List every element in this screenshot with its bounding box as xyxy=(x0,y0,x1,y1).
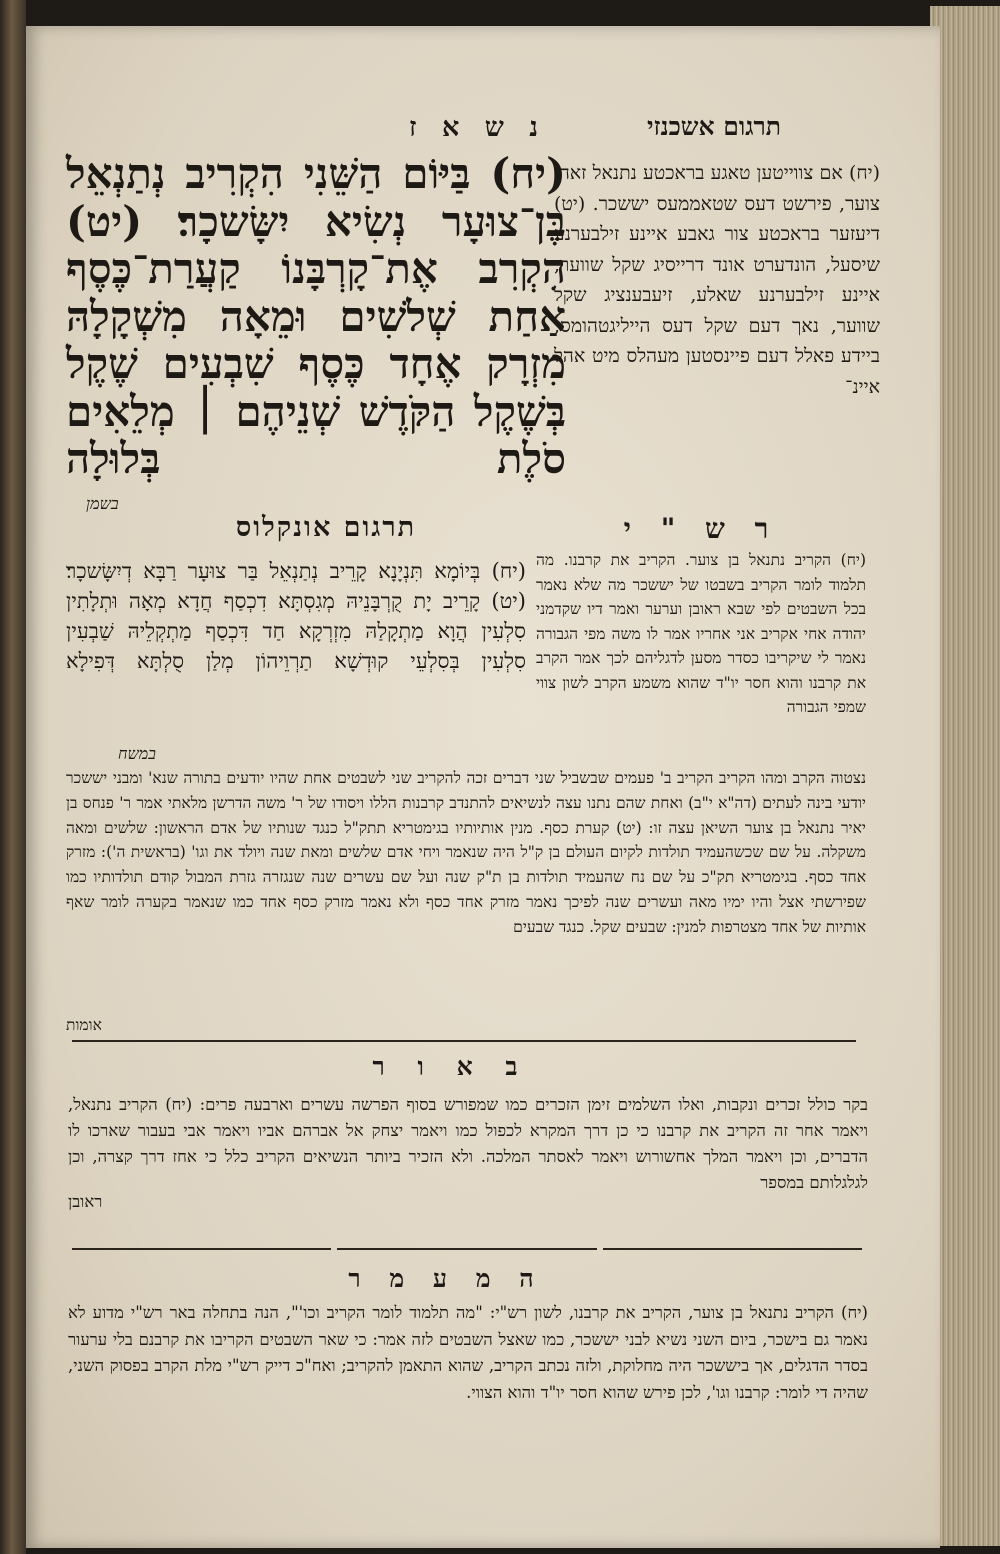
biur-title: ב א ו ר xyxy=(372,1052,530,1081)
section-divider-segmented xyxy=(72,1248,862,1252)
parasha-header: נ ש א ז xyxy=(409,112,546,143)
torah-text: (יח) בַּיּוֹם הַשֵּׁנִי הִקְרִיב נְתַנְאֵל בֶּן־צוּעָר נְשִׂיא יִשָּׂשכָר׃ (יט) הִקְרִב אֶת־קָרְבָּנוֹ קַעֲרַת־כֶּסֶף אַחַת שְׁלֹשִׁים וּמֵאָה מִשְׁקָלָהּ מִזְרָק אֶחָד כֶּסֶף שִׁבְעִים שֶׁקֶל בְּשֶׁקֶל הַקֹּדֶשׁ שְׁנֵיהֶם ׀ מְלֵאִים סֹלֶת בְּלוּלָה xyxy=(66,149,566,483)
divider-segment xyxy=(72,1248,331,1250)
mamer-title: ה מ ע מ ר xyxy=(348,1264,544,1293)
rashi-title: ר ש " י xyxy=(623,512,779,545)
rashi-full-text: נצטוה הקרב ומהו הקריב הקריב ב' פעמים שבשביל שני דברים זכה להקריב שני לשבטים אחת שהיו יודעים בתורה שנא' ומבני יששכר יודעי בינה לעתים (דה"א י"ב) ואחת שהם נתנו עצה לנשיאים להתנדב קרבנות הללו ויסודו של ר' משה הדרשן מלאתי אמר ר' פנחס בן יאיר נתנאל בן צוער השיאן עצה זו: (יט) קערת כסף. מנין אותיותיו בגימטריא תתק"ל כנגד שנותיו של אדם הראשון: שלשים ומאה משקלה. על שם שכשהעמיד תולדות לקיום העולם בן ק"ל היה שנאמר ויחי אדם שלשים ומאת שנה ויולד את וגו' (בראשית ה'): מזרק אחד כסף. בגימטריא תק"כ על שם נח שהעמיד תולדות בן ת"ק שנה ועל שם עשרים שנה שנגזרה גזרת המבול קודם תולדותיו כמו שפירשתי אצל והיו ימיו מאה ועשרים שנה לפיכך נאמר מזרק אחד כסף ולא נאמר מזרק כסף אחד כמו שנאמר בקערה לומר שאף אותיות של אחד מצטרפות למנין: שבעים שקל. כנגד שבעים xyxy=(66,769,866,936)
catchword-onkelos: במשח xyxy=(118,744,156,763)
onkelos-title: תרגום אונקלוס xyxy=(235,512,417,543)
rashi-column-text: (יח) הקריב נתנאל בן צוער. הקריב את קרבנו. מה תלמוד לומר הקריב בשבטו של יששכר מה שלא נאמר בכל השבטים לפי שבא ראובן וערער ואמר דיו שקדמני יהודה אחי אקריב אני אחריו אמר לו משה מפי הגבורה נאמר לי שיקריבו כסדר מסען לדגליהם לכך אמר הקרב את קרבנו והוא חסר יו"ד שהוא משמע הקרב לשון צווי שמפי הגבורה xyxy=(536,551,866,716)
book-page xyxy=(26,26,940,1548)
mamer-text: (יח) הקריב נתנאל בן צוער, הקריב את קרבנו, לשון רש"י: "מה תלמוד לומר הקריב וכו'", הנה בתחלה באר רש"י מדוע לא נאמר גם בישכר, ביום השני נשיא לבני יששכר, כמו שאצל השבטים לזה אמר: כי שאר השבטים הקריבו את קרבנם בלי ערעור בסדר הדגלים, אך ביששכר היה מחלוקת, ולזה נכתב הקריב, שהוא התאמן להקריב; ואח"כ דייק רש"י מלת הקרב בפסוק השני, שהיה די לומר: קרבנו וגו', לכן פירש שהוא חסר יו"ד והוא הצווי. xyxy=(68,1303,868,1402)
divider-segment xyxy=(337,1248,596,1250)
divider-segment xyxy=(603,1248,862,1250)
catchword-torah: בשמן xyxy=(86,494,119,513)
biur-text: בקר כולל זכרים ונקבות, ואלו השלמים זימן הזכרים כמו שמפורש בסוף הפרשה עשרים וארבעה פרים: (יח) הקריב נתנאל, ויאמר אחר זה הקריב את קרבנו כי כן דרך המקרא לכפול כמו ויאמר יצחק אל אברהם אביו ויאמר אבי בעבור שארכו לו הדברים, וכן ויאמר המלך אחשורוש ויאמר לאסתר המלכה. ולא הזכיר ביותר הנשיאים הקריב כלל כי אחז דרך קצרה, וכן לגלגלותם במספר xyxy=(68,1095,869,1192)
book-spine xyxy=(0,0,26,1554)
targum-ashkenazi-text: (יח) אם צווייטען טאגע בראכטע נתנאל זאהן צוער, פירשט דעס שטאממעס יששכר. (יט) דיעזער בראכטע צור גאבע איינע זילבערנע שיסעל, הונדערט אונד דרייסיג שקל שווער, איינע זילבערנע שאלע, זיעבענציג שקל שווער, נאך דעם שקל דעס הייליגטהומס, ביידע פאלל דעם פיינסטען מעהלס מיט אהל איינ־ xyxy=(554,162,880,398)
rashi-last-word: אומות xyxy=(66,1016,102,1034)
targum-ashkenazi-title: תרגום אשכנזי xyxy=(646,112,782,141)
page-edges xyxy=(930,6,1000,1546)
onkelos-text: (יח) בְּיוֹמָא תִּנְיָנָא קָרֵיב נְתַנְאֵל בַּר צוּעָר רַבָּא דְיִשָּׂשכָר׃ (יט) קָרֵיב יָת קֻרְבָּנֵיהּ מְגִסְתָּא דִכְסַף חֲדָא מְאָה וּתְלָתִין סִלְעִין הֲוָא מַתְקָלַהּ מִזְרְקָא חַד דִּכְסַף מַתְקְלֵיהּ שַׁבְעִין סִלְעִין בְּסִלְעֵי קוּדְשָׁא תַרְוֵיהוֹן מְלַן סֻלְתָּא דְּפִילָא xyxy=(66,559,527,673)
section-divider xyxy=(72,1040,856,1042)
biur-last-word: ראובן xyxy=(68,1192,103,1211)
